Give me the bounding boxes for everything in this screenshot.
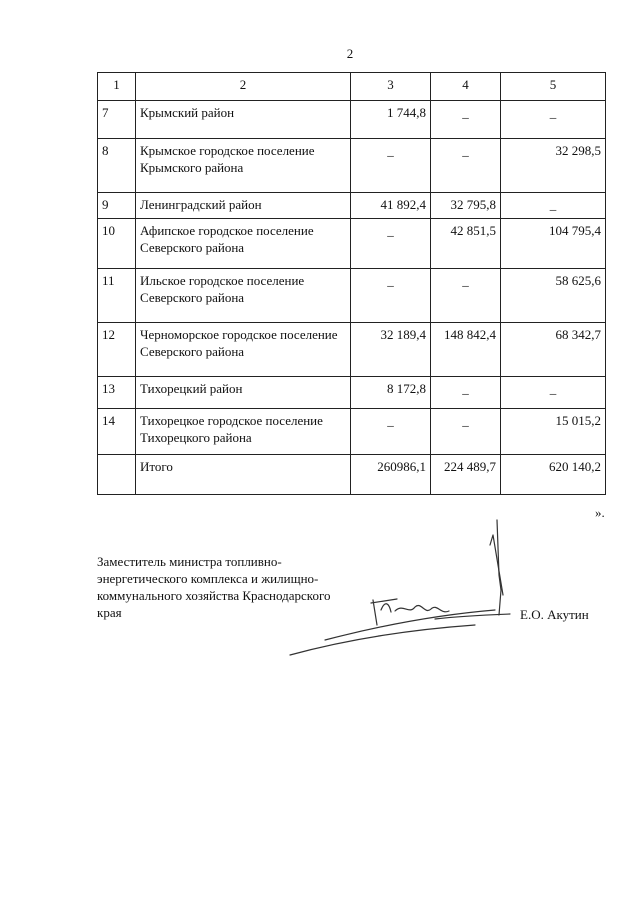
row-col5: 104 795,4 xyxy=(501,219,606,269)
row-col3: 41 892,4 xyxy=(351,193,431,219)
header-cell: 2 xyxy=(136,73,351,101)
header-cell: 3 xyxy=(351,73,431,101)
row-col5: 58 625,6 xyxy=(501,269,606,323)
row-col3: 8 172,8 xyxy=(351,377,431,409)
row-col3: _ xyxy=(351,219,431,269)
total-col4: 224 489,7 xyxy=(431,455,501,495)
table-row xyxy=(98,193,606,219)
row-col3: _ xyxy=(351,139,431,193)
page-number: 2 xyxy=(346,46,354,61)
row-name: Тихорецкое городское поселение Тихорецкого района xyxy=(136,409,351,455)
total-number xyxy=(98,455,136,495)
row-name: Ильское городское поселение Северского района xyxy=(136,269,351,323)
row-name: Афипское городское поселение Северского района xyxy=(136,219,351,269)
row-col4: _ xyxy=(431,377,501,409)
total-col5: 620 140,2 xyxy=(501,455,606,495)
row-col3: 32 189,4 xyxy=(351,323,431,377)
table-row xyxy=(98,409,606,455)
table-total-row xyxy=(98,455,606,495)
row-col4: _ xyxy=(431,269,501,323)
row-col3: _ xyxy=(351,269,431,323)
table-row xyxy=(98,269,606,323)
row-col3: _ xyxy=(351,409,431,455)
row-col4: _ xyxy=(431,101,501,139)
row-number: 8 xyxy=(98,139,136,193)
row-col3: 1 744,8 xyxy=(351,101,431,139)
row-number: 10 xyxy=(98,219,136,269)
row-number: 13 xyxy=(98,377,136,409)
table-header-row xyxy=(98,73,606,101)
closing-quote-mark: ». xyxy=(595,505,605,520)
row-col4: 42 851,5 xyxy=(431,219,501,269)
table-row xyxy=(98,139,606,193)
row-col5: 68 342,7 xyxy=(501,323,606,377)
row-col5: _ xyxy=(501,101,606,139)
table-row xyxy=(98,377,606,409)
header-cell: 5 xyxy=(501,73,606,101)
table-row xyxy=(98,323,606,377)
signer-name: Е.О. Акутин xyxy=(520,607,589,622)
row-col5: _ xyxy=(501,193,606,219)
row-name: Тихорецкий район xyxy=(136,377,351,409)
handwritten-signature xyxy=(285,515,515,665)
row-name: Крымский район xyxy=(136,101,351,139)
row-number: 7 xyxy=(98,101,136,139)
row-name: Ленинградский район xyxy=(136,193,351,219)
row-col5: _ xyxy=(501,377,606,409)
row-number: 14 xyxy=(98,409,136,455)
total-label: Итого xyxy=(136,455,351,495)
row-col5: 32 298,5 xyxy=(501,139,606,193)
row-col4: _ xyxy=(431,409,501,455)
table-row xyxy=(98,101,606,139)
row-number: 9 xyxy=(98,193,136,219)
row-name: Черноморское городское поселение Северского района xyxy=(136,323,351,377)
row-col4: _ xyxy=(431,139,501,193)
total-col3: 260986,1 xyxy=(351,455,431,495)
header-cell: 1 xyxy=(98,73,136,101)
row-col5: 15 015,2 xyxy=(501,409,606,455)
row-col4: 148 842,4 xyxy=(431,323,501,377)
row-number: 12 xyxy=(98,323,136,377)
table-row xyxy=(98,219,606,269)
row-name: Крымское городское поселение Крымского района xyxy=(136,139,351,193)
row-number: 11 xyxy=(98,269,136,323)
data-table xyxy=(97,72,606,495)
header-cell: 4 xyxy=(431,73,501,101)
row-col4: 32 795,8 xyxy=(431,193,501,219)
signer-title: Заместитель министра топливно-энергетического комплекса и жилищно-коммунального хозяйства Краснодарского края xyxy=(97,554,331,620)
